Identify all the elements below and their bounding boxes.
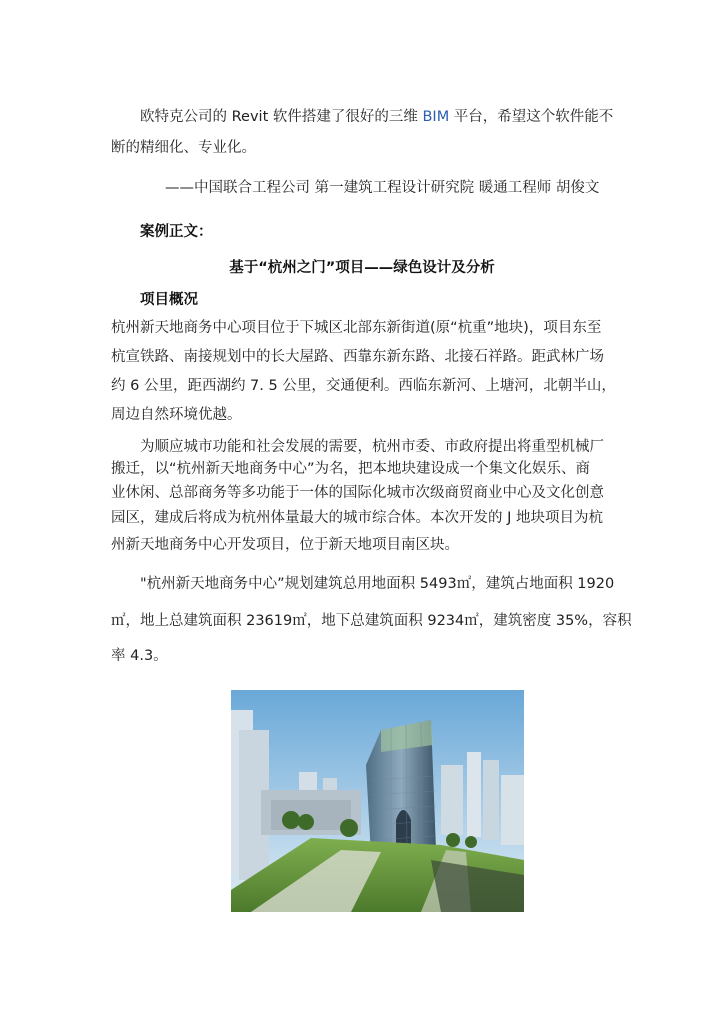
- bim-term: BIM: [422, 109, 450, 125]
- para2-line: 州新天地商务中心开发项目，位于新天地项目南区块。: [111, 537, 459, 553]
- building-rendering-image: [231, 690, 524, 912]
- para2-line: 为顺应城市功能和社会发展的需要，杭州市委、市政府提出将重型机械厂: [140, 439, 604, 455]
- para3-line: "杭州新天地商务中心”规划建筑总用地面积 5493㎡，建筑占地面积 1920: [140, 576, 615, 592]
- quote-line-2: 断的精细化、专业化。: [111, 140, 256, 156]
- building-rendering-illustration: [231, 690, 524, 912]
- quote-line-1-part-a: 欧特克公司的 Revit 软件搭建了很好的三维: [140, 109, 423, 125]
- para1-line: 杭宣铁路、南接规划中的长大屋路、西靠东新东路、北接石祥路。距武林广场: [111, 349, 604, 365]
- para1-line: 约 6 公里，距西湖约 7. 5 公里，交通便利。西临东新河、上塘河，北朝半山，: [111, 378, 616, 394]
- section-heading: 项目概况: [140, 292, 198, 308]
- para2-line: 业休闲、总部商务等多功能于一体的国际化城市次级商贸商业中心及文化创意: [111, 485, 604, 501]
- para1-line: 杭州新天地商务中心项目位于下城区北部东新街道(原“杭重”地块)，项目东至: [111, 320, 602, 336]
- quote-line-1: [140, 107, 613, 127]
- para1-line: 周边自然环境优越。: [111, 407, 242, 423]
- quote-line-1-part-b: 平台，希望这个软件能不: [449, 109, 614, 125]
- para2-line: 搬迁，以“杭州新天地商务中心”为名，把本地块建设成一个集文化娱乐、商: [111, 461, 591, 477]
- case-heading: 案例正文：: [140, 224, 213, 240]
- para3-line: 率 4.3。: [111, 648, 168, 664]
- article-title: 基于“杭州之门”项目——绿色设计及分析: [229, 260, 495, 276]
- para2-line: 园区，建成后将成为杭州体量最大的城市综合体。本次开发的 J 地块项目为杭: [111, 510, 603, 526]
- para3-line: ㎡，地上总建筑面积 23619㎡，地下总建筑面积 9234㎡，建筑密度 35%，容积: [111, 613, 632, 629]
- quote-attribution: ——中国联合工程公司 第一建筑工程设计研究院 暖通工程师 胡俊文: [165, 180, 600, 196]
